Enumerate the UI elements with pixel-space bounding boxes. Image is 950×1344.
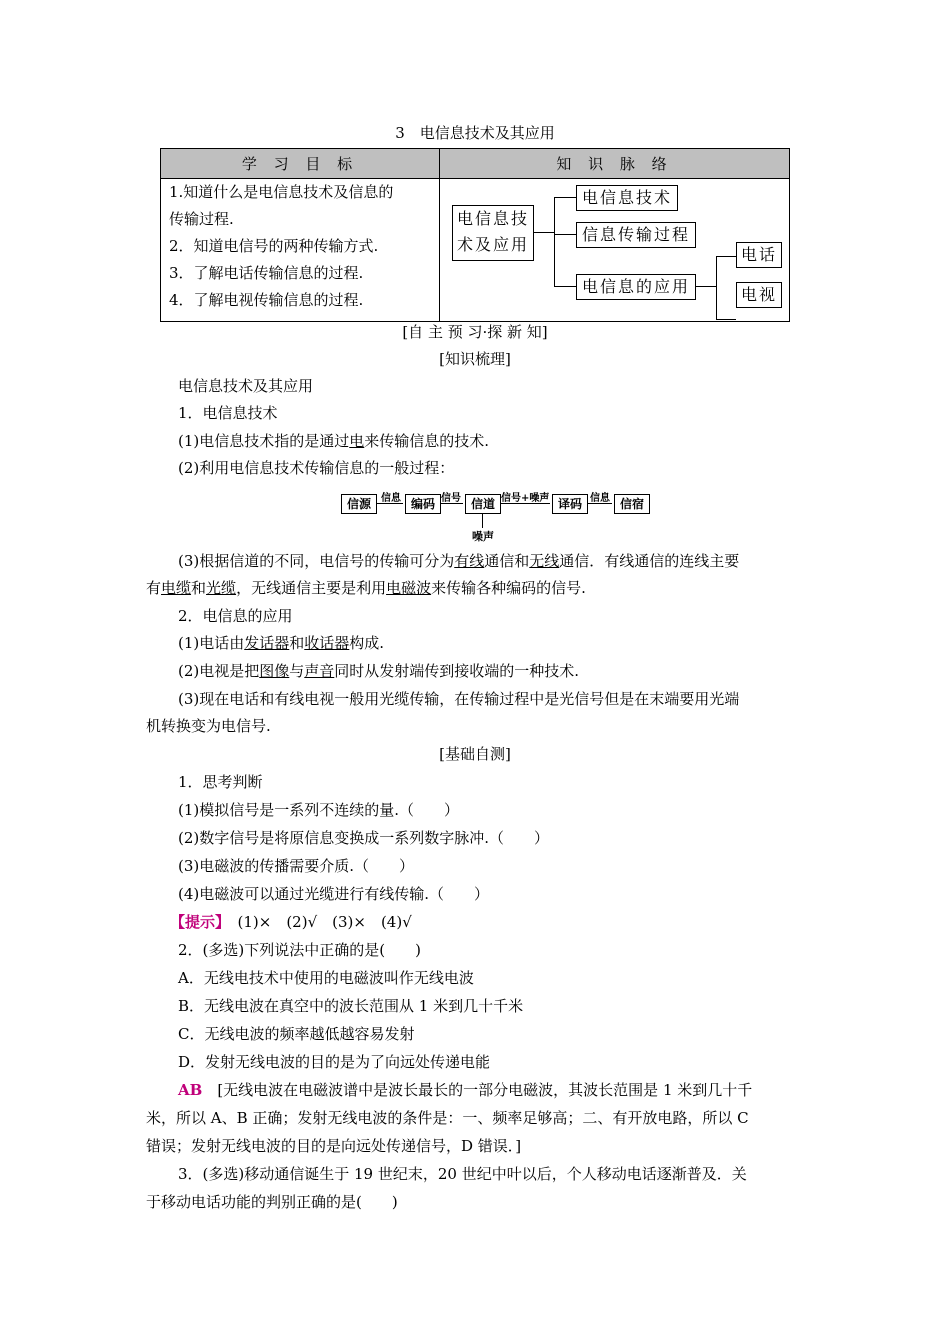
option-d: D．发射无线电波的目的是为了向远处传递电能 [178,1053,491,1071]
map-header: 知 识 脉 络 [440,149,790,179]
page-title: 3 电信息技术及其应用 [395,124,555,142]
knowledge-map-cell [440,179,790,322]
explanation-3: 错误；发射无线电波的目的是向远处传递信号，D 错误．] [146,1137,522,1155]
para-3: (3)根据信道的不同，电信号的传输可分为有线通信和无线通信．有线通信的连线主要 [178,552,740,570]
goal-item: 传输过程. [169,210,234,228]
heading-2: 2．电信息的应用 [178,607,293,625]
hint-line: 【提示】 (1)× (2)√ (3)× (4)√ [170,913,412,931]
answer-label: AB [178,1081,203,1099]
option-a: A．无线电技术中使用的电磁波叫作无线电波 [178,969,474,987]
map-box-application: 电信息的应用 [576,274,696,300]
para-5: (2)电视是把图像与声音同时从发射端传到接收端的一种技术. [178,662,580,680]
question-3-cont: 于移动电话功能的判别正确的是( ) [146,1193,398,1211]
section-heading: [自 主 预 习·探 新 知] [402,323,548,341]
para-6: (3)现在电话和有线电视一般用光缆传输，在传输过程中是光信号但是在末端要用光端 [178,690,740,708]
question-1c: (3)电磁波的传播需要介质.（ ） [178,857,415,875]
para-3-cont: 有电缆和光缆，无线通信主要是利用电磁波来传输各种编码的信号. [146,579,586,597]
flow-sink: 信宿 [614,494,650,514]
answer-line: AB [无线电波在电磁波谱中是波长最长的一部分电磁波，其波长范围是 1 米到几十千 [178,1081,753,1099]
subsection-selftest: [基础自测] [439,745,511,763]
flow-label: 信号+噪声 [501,493,550,504]
flow-noise: 噪声 [472,530,494,543]
flow-label: 信息 [590,493,610,504]
flow-channel: 信道 [465,494,501,514]
flow-label: 信号 [441,493,461,504]
goal-item: 4．了解电视传输信息的过程. [169,291,364,309]
map-root-box [452,205,534,261]
heading-1: 1．电信息技术 [178,404,278,422]
map-box-tech: 电信息技术 [576,185,678,211]
flow-label: 信息 [381,493,401,504]
goal-item: 2．知道电信号的两种传输方式. [169,237,379,255]
question-2: 2．(多选)下列说法中正确的是( ) [178,941,421,959]
flow-decode: 译码 [552,494,588,514]
map-root-line2: 术及应用 [456,235,529,254]
explanation-2: 米，所以 A、B 正确；发射无线电波的条件是：一、频率足够高；二、有开放电路，所以 C [146,1109,749,1127]
question-3: 3．(多选)移动通信诞生于 19 世纪末，20 世纪中叶以后，个人移动电话逐渐普及．关 [178,1165,747,1183]
question-1: 1．思考判断 [178,773,263,791]
question-1b: (2)数字信号是将原信息变换成一系列数字脉冲.（ ） [178,829,550,847]
topic-line: 电信息技术及其应用 [178,377,314,395]
hint-label: 【提示】 [170,913,223,931]
question-1a: (1)模拟信号是一系列不连续的量.（ ） [178,801,460,819]
goal-item: 3．了解电话传输信息的过程. [169,264,364,282]
para-1: (1)电信息技术指的是通过电来传输信息的技术. [178,432,490,450]
para-6-cont: 机转换变为电信号. [146,717,271,735]
map-box-process: 信息传输过程 [576,222,696,248]
flow-encode: 编码 [405,494,441,514]
question-1d: (4)电磁波可以通过光缆进行有线传输.（ ） [178,885,490,903]
subsection-knowledge: [知识梳理] [439,350,511,368]
map-box-tv: 电视 [736,282,782,308]
objectives-table [160,148,790,322]
option-c: C．无线电波的频率越低越容易发射 [178,1025,415,1043]
para-2: (2)利用电信息技术传输信息的一般过程： [178,459,455,477]
goals-header: 学 习 目 标 [161,149,440,179]
para-4: (1)电话由发话器和收话器构成. [178,634,385,652]
goal-item: 1.知道什么是电信息技术及信息的 [169,183,394,201]
option-b: B．无线电波在真空中的波长范围从 1 米到几十千米 [178,997,524,1015]
flow-source: 信源 [341,494,377,514]
goals-cell [161,179,440,322]
map-box-phone: 电话 [736,242,782,268]
map-root-line1: 电信息技 [456,209,529,228]
